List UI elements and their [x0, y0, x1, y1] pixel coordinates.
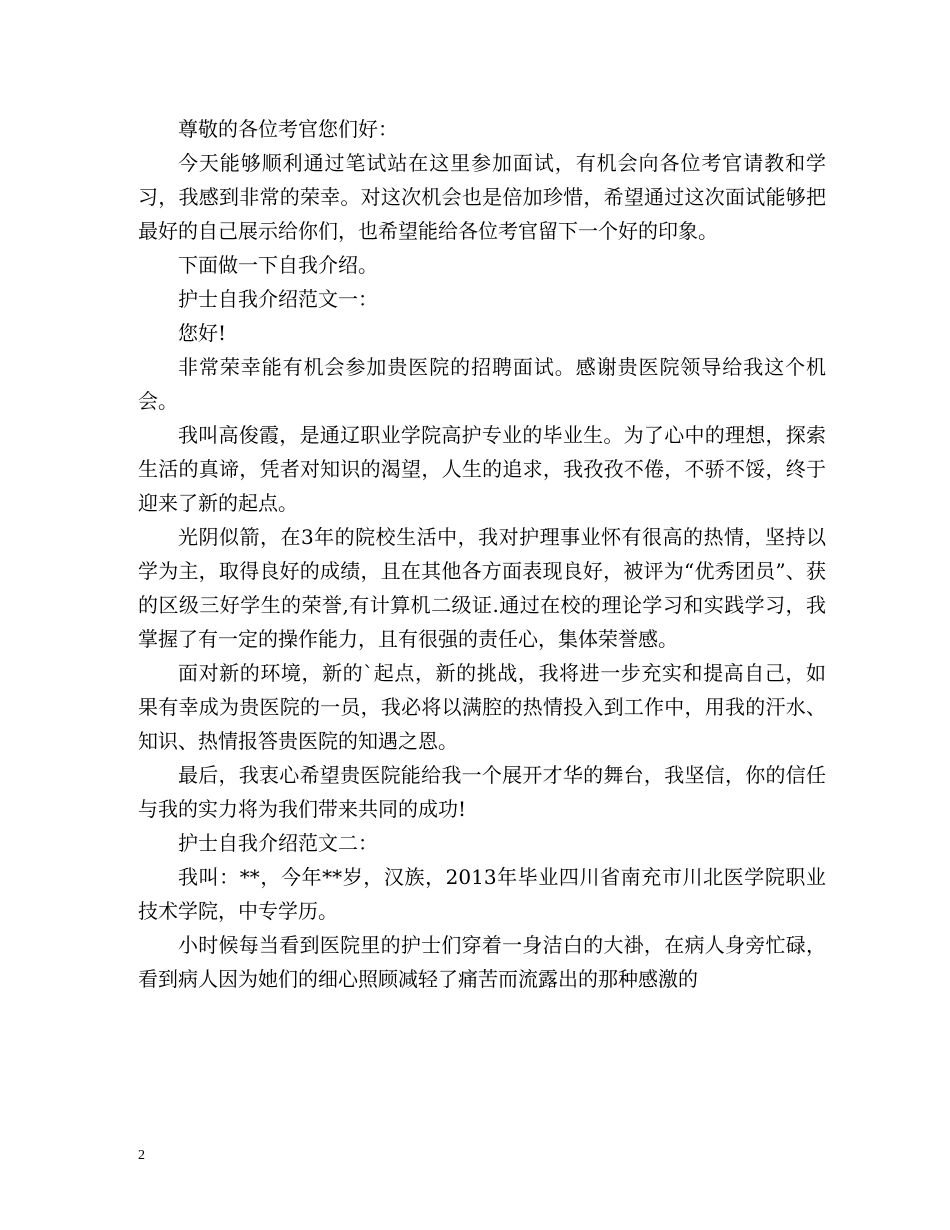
body-paragraph: 小时候每当看到医院里的护士们穿着一身洁白的大褂，在病人身旁忙碌，看到病人因为她们的细心照顾减轻了痛苦而流露出的那种感激的	[138, 933, 826, 991]
section-heading: 护士自我介绍范文一：	[178, 287, 378, 311]
body-paragraph: 光阴似箭，在3年的院校生活中，我对护理事业怀有很高的热情，坚持以学为主，取得良好的成绩，且在其他各方面表现良好，被评为“优秀团员”、获的区级三好学生的荣誉,有计算机二级证.通过在校的理论学习和实践学习，我掌握了有一定的操作能力，且有很强的责任心，集体荣誉感。	[138, 525, 826, 651]
body-paragraph: 最后，我衷心希望贵医院能给我一个展开才华的舞台，我坚信，你的信任与我的实力将为我们带来共同的成功!	[138, 763, 826, 821]
body-paragraph: 下面做一下自我介绍。	[178, 253, 378, 277]
body-paragraph: 您好!	[178, 321, 227, 345]
greeting-paragraph: 尊敬的各位考官您们好：	[178, 117, 398, 141]
page-number: 2	[138, 1148, 145, 1163]
body-paragraph: 今天能够顺利通过笔试站在这里参加面试，有机会向各位考官请教和学习，我感到非常的荣幸。对这次机会也是倍加珍惜，希望通过这次面试能够把最好的自己展示给你们，也希望能给各位考官留下一个好的印象。	[138, 151, 826, 243]
body-paragraph: 我叫高俊霞，是通辽职业学院高护专业的毕业生。为了心中的理想，探索生活的真谛，凭者对知识的渴望，人生的追求，我孜孜不倦，不骄不馁，终于迎来了新的起点。	[138, 423, 826, 515]
section-heading: 护士自我介绍范文二：	[178, 831, 378, 855]
body-paragraph: 面对新的环境，新的`起点，新的挑战，我将进一步充实和提高自己，如果有幸成为贵医院的一员，我必将以满腔的热情投入到工作中，用我的汗水、知识、热情报答贵医院的知遇之恩。	[138, 661, 826, 753]
body-paragraph: 我叫：**，今年**岁，汉族，2013年毕业四川省南充市川北医学院职业技术学院，中专学历。	[138, 865, 826, 923]
document-body	[138, 112, 826, 996]
body-paragraph: 非常荣幸能有机会参加贵医院的招聘面试。感谢贵医院领导给我这个机会。	[138, 355, 826, 413]
